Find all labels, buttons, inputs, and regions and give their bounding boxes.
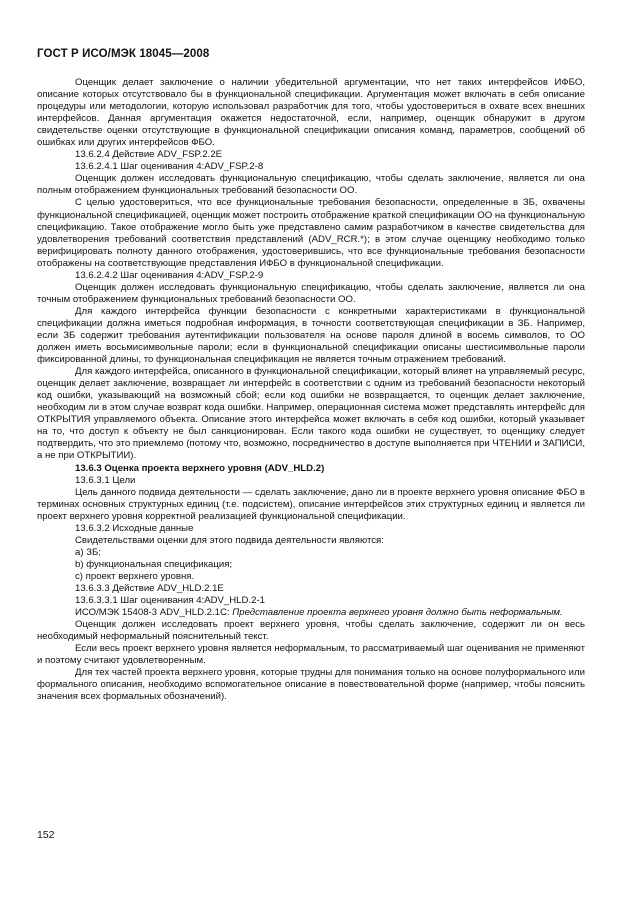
paragraph: Оценщик делает заключение о наличии убедительной аргументации, что нет таких интерфейсов ИФБО, описание которых отсутствовало бы в функциональной спецификации. Аргументация может включать в себя описание процедуры или методологии, которую использовал разработчик для того, чтобы удостовериться в охвате всех внешних интерфейсов. Данная аргументация окажется недостаточной, если, например, оценщик обнаружит в другом свидетельстве оценки отсутствующие в функциональной спецификации описания команд, параметров, сообщений об ошибках или других интерфейсов ФБО. — [37, 77, 585, 149]
document-header: ГОСТ Р ИСО/МЭК 18045—2008 — [37, 48, 210, 60]
paragraph: Цель данного подвида деятельности — сделать заключение, дано ли в проекте верхнего уровня описание ФБО в терминах основных структурных единиц (т.е. подсистем), описание интерфейсов этих структурных единиц и является ли проект верхнего уровня корректной реализацией функциональной спецификации. — [37, 486, 585, 522]
section-heading: 13.6.2.4 Действие ADV_FSP.2.2E — [75, 149, 223, 161]
requirement-text: Представление проекта верхнего уровня должно быть неформальным. — [232, 607, 563, 619]
section-heading: 13.6.3.3.1 Шаг оценивания 4:ADV_HLD.2-1 — [75, 595, 265, 607]
requirement-quote — [37, 607, 585, 619]
paragraph: Для тех частей проекта верхнего уровня, которые трудны для понимания только на основе полуформального или формального описания, необходимо вспомогательное описание в повествовательной форме (например, чтобы пояснить значения всех формальных обозначений). — [37, 667, 585, 703]
page-number: 152 — [37, 829, 55, 841]
paragraph: Для каждого интерфейса функции безопасности с конкретными характеристиками в функциональной спецификации должна иметься подробная информация, в точности соответствующая спецификации в ЗБ. Например, если ЗБ содержит требования аутентификации пользователя на основе пароля длиной в восемь символов, то ОО должен иметь восьмисимвольные пароли; если в функциональной спецификации описаны шестисимвольные пароли фиксированной длины, то функциональная спецификация не является точным отражением требований. — [37, 305, 585, 366]
paragraph: Если весь проект верхнего уровня является неформальным, то рассматриваемый шаг оценивания не применяют и поэтому считают удовлетворенным. — [37, 643, 585, 667]
paragraph: С целью удостовериться, что все функциональные требования безопасности, определенные в ЗБ, охвачены функциональной спецификацией, оценщик может построить отображение краткой спецификации ОО на функциональную спецификацию. Такое отображение могло быть уже представлено самим разработчиком в качестве свидетельства для удовлетворения требований соответствия представлений (ADV_RCR.*); в этом случае оценщику необходимо только верифицировать полноту данного отображения, удостоверившись, что все функциональные требования безопасности отображены на соответствующие представления ИФБО в функциональной спецификации. — [37, 197, 585, 269]
list-item: a) ЗБ; — [75, 546, 101, 558]
list-item: b) функциональная спецификация; — [75, 558, 233, 570]
section-heading: 13.6.3.2 Исходные данные — [75, 522, 194, 534]
paragraph: Оценщик должен исследовать функциональную спецификацию, чтобы сделать заключение, является ли она полным отображением функциональных требований безопасности ОО. — [37, 173, 585, 197]
section-heading: 13.6.2.4.2 Шаг оценивания 4:ADV_FSP.2-9 — [75, 269, 264, 281]
paragraph: Оценщик должен исследовать проект верхнего уровня, чтобы сделать заключение, содержит ли он весь необходимый неформальный пояснительный текст. — [37, 619, 585, 643]
paragraph: Свидетельствами оценки для этого подвида деятельности являются: — [75, 534, 384, 546]
paragraph: Оценщик должен исследовать функциональную спецификацию, чтобы сделать заключение, является ли она точным отображением функциональных требований безопасности ОО. — [37, 281, 585, 305]
paragraph: Для каждого интерфейса, описанного в функциональной спецификации, который влияет на управляемый ресурс, оценщик делает заключение, возвращает ли интерфейс в соответствии с одним из требований безопасности некоторый код ошибки, указывающий на возможный сбой; если код ошибки не возвращается, то оценщик делает заключение, необходим ли в этом случае возврат кода ошибки. Например, операционная система может представлять интерфейс для ОТКРЫТИЯ управляемого объекта. Описание этого интерфейса может включать в себя код ошибки, который указывает на то, что доступ к объекту не был санкционирован. Если такого кода ошибки не существует, то оценщику следует подтвердить, что это приемлемо (потому что, возможно, посредничество в доступе выполняется при ЧТЕНИИ и ЗАПИСИ, а не при ОТКРЫТИИ). — [37, 366, 585, 462]
requirement-reference: ИСО/МЭК 15408-3 ADV_HLD.2.1C: — [75, 607, 233, 619]
section-heading: 13.6.2.4.1 Шаг оценивания 4:ADV_FSP.2-8 — [75, 161, 264, 173]
section-heading: 13.6.3.1 Цели — [75, 474, 136, 486]
list-item: c) проект верхнего уровня. — [75, 570, 195, 582]
body-text — [37, 77, 585, 703]
section-title: 13.6.3 Оценка проекта верхнего уровня (ADV_HLD.2) — [75, 462, 325, 474]
section-heading: 13.6.3.3 Действие ADV_HLD.2.1E — [75, 582, 224, 594]
